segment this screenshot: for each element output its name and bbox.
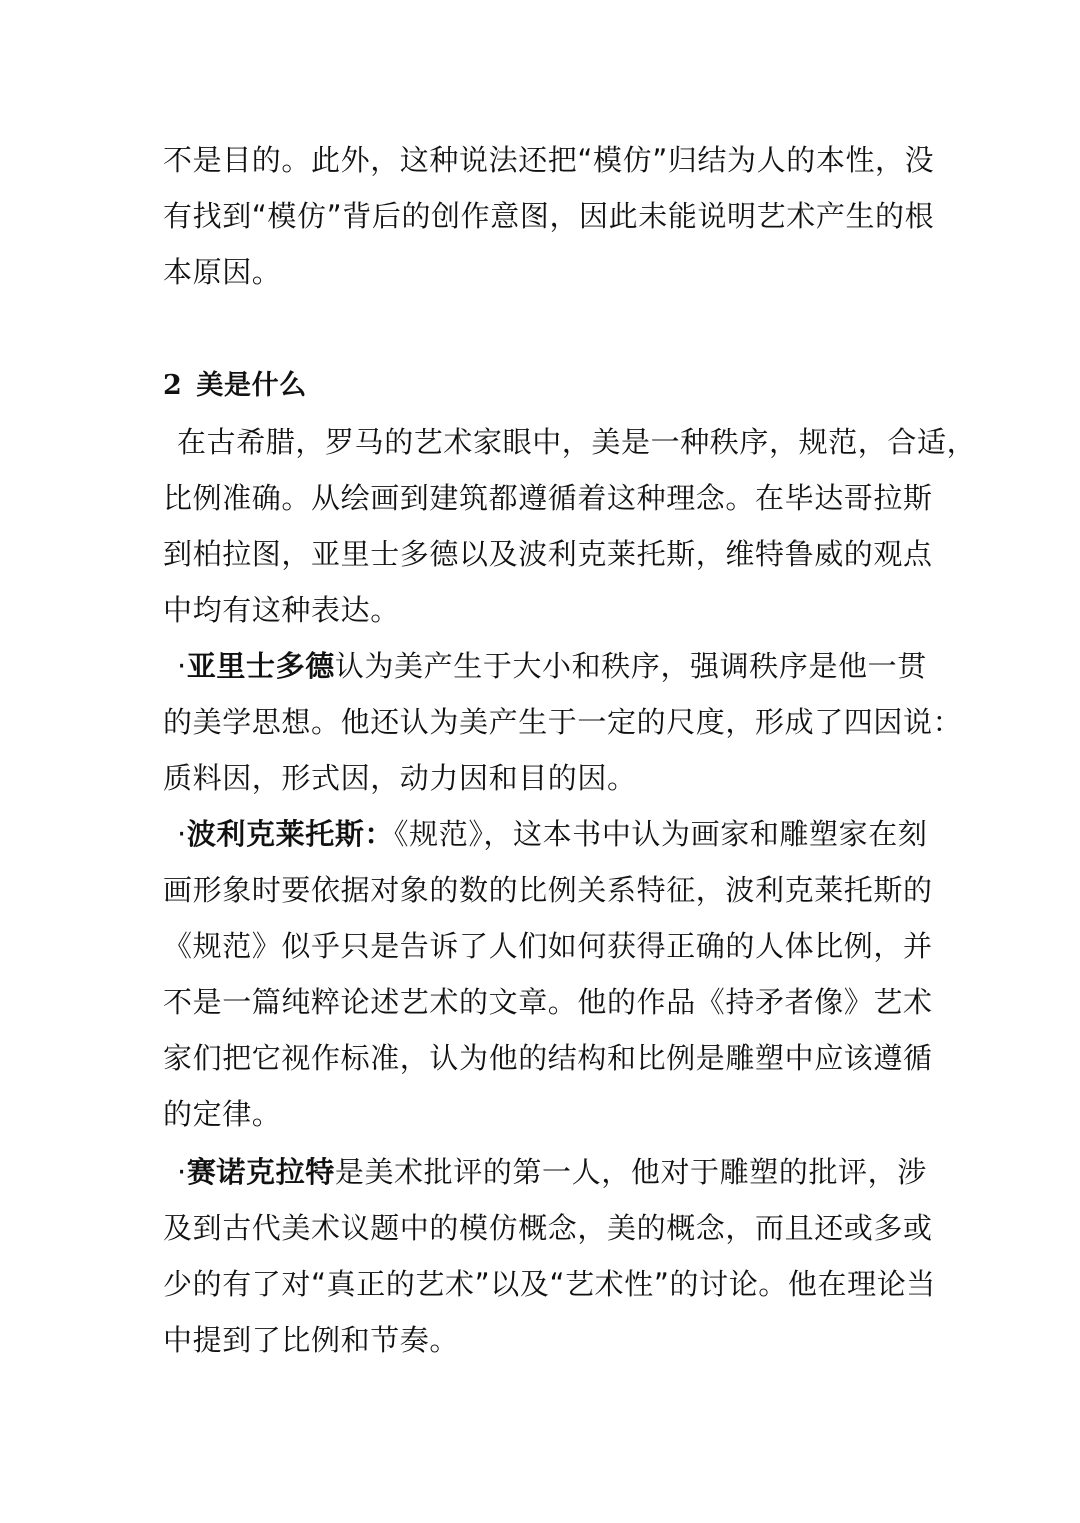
polykleitos-line-5: 家们把它视作标准，认为他的结构和比例是雕塑中应该遵循 [163, 1041, 933, 1075]
xenocrates-line-1-text: 是美术批评的第一人，他对于雕塑的批评，涉 [334, 1155, 927, 1189]
aristotle-line-3: 质料因，形式因，动力因和目的因。 [163, 761, 637, 795]
para1-line-4: 中均有这种表达。 [163, 593, 400, 627]
aristotle-line-2: 的美学思想。他还认为美产生于一定的尺度，形成了四因说： [163, 705, 963, 739]
para1-line-3: 到柏拉图，亚里士多德以及波利克莱托斯，维特鲁威的观点 [163, 537, 933, 571]
polykleitos-name: 波利克莱托斯： [186, 817, 395, 851]
aristotle-line-1-text: 认为美产生于大小和秩序，强调秩序是他一贯 [334, 649, 927, 683]
polykleitos-line-3: 《规范》似乎只是告诉了人们如何获得正确的人体比例，并 [163, 929, 933, 963]
bullet: · [177, 1155, 187, 1189]
polykleitos-line-1 [177, 814, 927, 854]
polykleitos-line-6: 的定律。 [163, 1097, 282, 1131]
intro-line-3: 本原因。 [163, 255, 282, 289]
xenocrates-line-3: 少的有了对“真正的艺术”以及“艺术性”的讨论。他在理论当 [163, 1267, 936, 1301]
polykleitos-line-4: 不是一篇纯粹论述艺术的文章。他的作品《持矛者像》艺术 [163, 985, 933, 1019]
aristotle-line-1 [177, 646, 927, 686]
intro-line-2: 有找到“模仿”背后的创作意图，因此未能说明艺术产生的根 [163, 199, 935, 233]
bullet: · [177, 649, 187, 683]
section-number: 2 [163, 370, 183, 401]
polykleitos-line-2: 画形象时要依据对象的数的比例关系特征，波利克莱托斯的 [163, 873, 933, 907]
para1-line-1: 在古希腊，罗马的艺术家眼中，美是一种秩序，规范，合适， [177, 425, 977, 459]
xenocrates-name: 赛诺克拉特 [186, 1155, 335, 1189]
section-heading [163, 366, 307, 406]
xenocrates-line-2: 及到古代美术议题中的模仿概念，美的概念，而且还或多或 [163, 1211, 933, 1245]
intro-line-1: 不是目的。此外，这种说法还把“模仿”归结为人的本性，没 [163, 143, 935, 177]
bullet: · [177, 817, 187, 851]
xenocrates-line-4: 中提到了比例和节奏。 [163, 1323, 460, 1357]
xenocrates-line-1 [177, 1152, 927, 1192]
section-title: 美是什么 [196, 370, 307, 401]
para1-line-2: 比例准确。从绘画到建筑都遵循着这种理念。在毕达哥拉斯 [163, 481, 933, 515]
polykleitos-line-1-text: 《规范》，这本书中认为画家和雕塑家在刻 [394, 817, 928, 851]
aristotle-name: 亚里士多德 [186, 649, 335, 683]
